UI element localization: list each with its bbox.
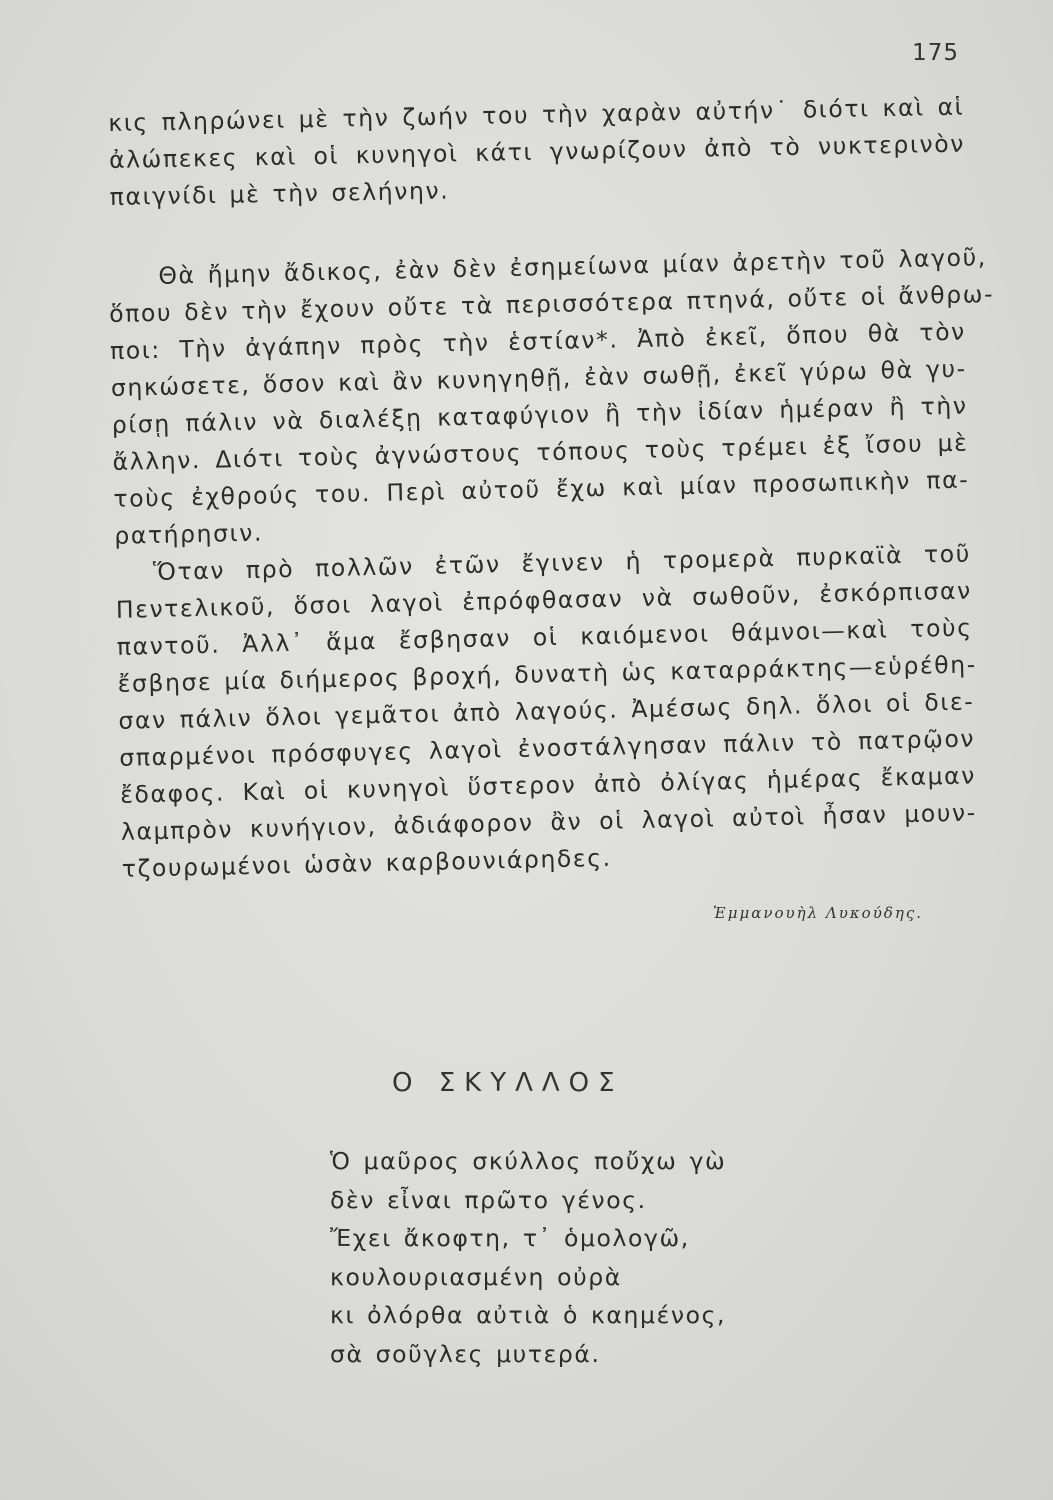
paragraph-continuation: [108, 89, 966, 216]
paragraph-main: [108, 240, 995, 888]
text-line: κις πληρώνει μὲ τὴν ζωήν του τὴν χαρὰν αὐτήν˙ διότι καὶ αἱ: [108, 92, 965, 137]
poem-line: κι ὀλόρθα αὐτιὰ ὁ καημένος,: [330, 1301, 727, 1329]
poem-stanza: [330, 1142, 726, 1373]
text-line: ἔδαφος. Καὶ οἱ κυνηγοὶ ὕστερον ἀπὸ ὀλίγας ἡμέρας ἔκαμαν: [119, 761, 977, 809]
text-line: ἔσβησε μία διήμερος βροχή, δυνατὴ ὡς καταρράκτης—εὑρέθη-: [117, 650, 978, 698]
author-signature: Ἐμμανουὴλ Λυκούδης.: [712, 904, 923, 922]
text-line: σπαρμένοι πρόσφυγες λαγοὶ ἐνοστάλγησαν πάλιν τὸ πατρῷον: [119, 724, 976, 772]
text-line: Πεντελικοῦ, ὅσοι λαγοὶ ἐπρόφθασαν νὰ σωθοῦν, ἐσκόρπισαν: [115, 576, 973, 624]
text-line: ρίσῃ πάλιν νὰ διαλέξῃ καταφύγιον ἢ τὴν ἰδίαν ἡμέραν ἢ τὴν: [111, 391, 968, 439]
text-line: ὅπου δὲν τὴν ἔχουν οὔτε τὰ περισσότερα πτηνά, οὔτε οἱ ἄνθρω-: [108, 279, 995, 328]
page-number: 175: [912, 40, 959, 66]
text-line: ρατήρησιν.: [113, 518, 264, 550]
poem-title: Ο ΣΚΥΛΛΟΣ: [392, 1068, 624, 1098]
text-line: ἀλώπεκες καὶ οἱ κυνηγοὶ κάτι γνωρίζουν ἀπὸ τὸ νυκτερινὸν: [108, 129, 966, 174]
poem-line: κουλουριασμένη οὐρὰ: [330, 1262, 622, 1291]
text-line: σαν πάλιν ὅλοι γεμᾶτοι ἀπὸ λαγούς. Ἀμέσως δηλ. ὅλοι οἱ διε-: [118, 687, 975, 735]
poem-line: Ὁ μαῦρος σκύλλος ποὔχω γὼ: [330, 1147, 727, 1175]
text-line: τοὺς ἐχθρούς του. Περὶ αὐτοῦ ἔχω καὶ μίαν προσωπικὴν πα-: [113, 465, 970, 513]
poem-line: σὰ σοῦγλες μυτερά.: [330, 1339, 601, 1368]
text-line: παιγνίδι μὲ τὴν σελήνην.: [109, 176, 450, 211]
text-line: Ὅταν πρὸ πολλῶν ἐτῶν ἔγινεν ἡ τρομερὰ πυρκαϊὰ τοῦ: [152, 539, 972, 587]
poem-line: δὲν εἶναι πρῶτο γένος.: [330, 1185, 647, 1214]
text-line: σηκώσετε, ὅσον καὶ ἂν κυνηγηθῇ, ἐὰν σωθῇ, ἐκεῖ γύρω θὰ γυ-: [110, 354, 968, 402]
text-line: Θὰ ἤμην ἄδικος, ἐὰν δὲν ἐσημείωνα μίαν ἀρετὴν τοῦ λαγοῦ,: [158, 243, 988, 290]
text-line: ποι: Τὴν ἀγάπην πρὸς τὴν ἑστίαν*. Ἀπὸ ἐκεῖ, ὅπου θὰ τὸν: [109, 317, 967, 365]
poem-line: Ἔχει ἄκοφτη, τ᾽ ὁμολογῶ,: [330, 1224, 690, 1252]
text-line: ἄλλην. Διότι τοὺς ἀγνώστους τόπους τοὺς τρέμει ἐξ ἴσου μὲ: [112, 428, 969, 476]
text-line: τζουρωμένοι ὡσὰν καρβουνιάρηδες.: [121, 843, 612, 883]
text-line: παντοῦ. Ἀλλ᾽ ἅμα ἔσβησαν οἱ καιόμενοι θάμνοι—καὶ τοὺς: [116, 613, 973, 661]
text-line: λαμπρὸν κυνήγιον, ἀδιάφορον ἂν οἱ λαγοὶ αὐτοὶ ἦσαν μουν-: [120, 798, 978, 846]
